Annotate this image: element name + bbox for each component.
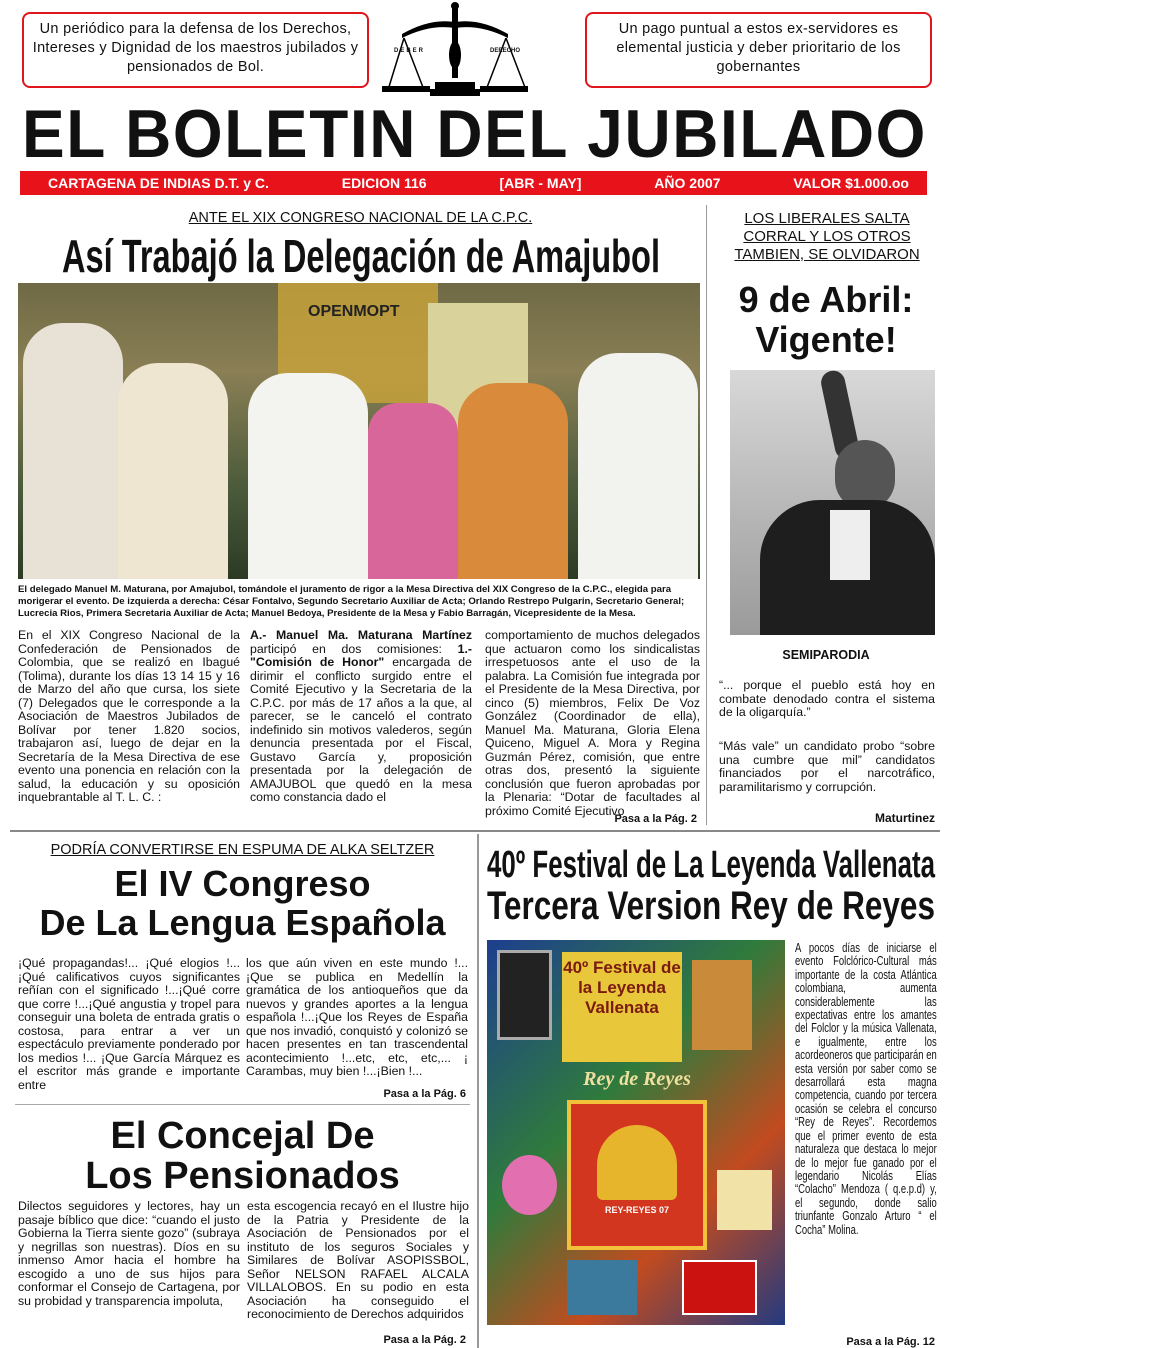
bottom-column-divider	[477, 834, 479, 1348]
edition-period: [ABR - MAY]	[499, 175, 582, 191]
festival-headline-1-wrap	[487, 842, 935, 886]
congreso-continued-link[interactable]: Pasa a la Pág. 6	[383, 1088, 466, 1100]
festival-poster	[487, 940, 785, 1325]
edition-number: EDICION 116	[341, 175, 427, 191]
sidebar-headline-2: Vigente!	[755, 319, 897, 360]
festival-headline-1: 40º Festival de La Leyenda Vallenata	[487, 842, 935, 886]
edition-city: CARTAGENA DE INDIAS D.T. y C.	[48, 175, 269, 191]
lead-headline: Así Trabajó la Delegación de Amajubol	[62, 231, 660, 283]
poster-title: 40º Festival de la Leyenda Vallenata	[562, 952, 682, 1062]
sidebar-headline-1: 9 de Abril:	[738, 279, 914, 320]
congreso-headline-1: El IV Congreso	[114, 863, 371, 904]
sidebar-quote-1: “... porque el pueblo está hoy en combate denodado contra el sistema de la oligarquía.”	[719, 678, 935, 719]
concejal-col-1: Dilectos seguidores y lectores, hay un pasaje bíblico que dice: “cuando el justo Gobierna la Tierra siente gozo” (subraya y negrillas son nuestras). Díos en su inmenso Amor hacia el hombre ha escogido a uno de sus hijos para conformar el Consejo de Cartagena, por su probidad y transparencia impoluta,	[18, 1199, 240, 1308]
concejal-continued-link[interactable]: Pasa a la Pág. 2	[383, 1334, 466, 1346]
logo-label-derecho: DERECHO	[490, 48, 521, 54]
lead-col-3: comportamiento de muchos delegados que actuaron como los sindicalistas irrespetuosos ante el uso de la palabra. La Comisión fue integrada por el Presidente de la Mesa Directiva, por cinco (5) miembros, Felix De Voz González (Coordinador de ella), Manuel Ma. Maturana, Gloria Elena Quiceno, Miguel A. Mora y Regina Guzmán Pérez, comisión, que entre otras dos, presentó la siguiente conclusión que fueron aprobadas por la Plenaria: “Dotar de facultades al próximo Comité Ejecutivo	[485, 628, 700, 818]
newspaper-title: EL BOLETIN DEL JUBILADO	[22, 95, 927, 172]
gaitan-photo	[730, 370, 935, 635]
edition-bar	[20, 171, 927, 195]
congreso-headline-2: De La Lengua Española	[39, 902, 446, 943]
lead-continued-link[interactable]: Pasa a la Pág. 2	[614, 813, 697, 825]
lead-col2-commission: 1.- "Comisión de Honor"	[250, 641, 472, 669]
sidebar-kicker: LOS LIBERALES SALTA CORRAL Y LOS OTROS TAMBIEN, SE OLVIDARON	[734, 210, 920, 263]
lead-col2-lead: A.- Manuel Ma. Maturana Martínez	[250, 628, 472, 642]
lead-headline-wrap	[62, 231, 660, 283]
logo-label-deber: DEBER	[394, 48, 426, 54]
congreso-col-1: ¡Qué propagandas!... ¡Qué elogios !...¡Qué calificativos cuyos significantes reñían con el significado !...¡Qué corre que corre !...¡Qué angustia y tropel para conseguir una boleta de entrada gratis o costosa, para entrar a ver un espectáculo previamente ponderado por los medios !... ¡Que García Márquez es el escritor más grande e importante entre	[18, 956, 240, 1092]
concejal-headline-2: Los Pensionados	[85, 1155, 400, 1197]
congreso-col-2: los que aún viven en este mundo !...¡Que se publica en Medellín la gramática de los antioqueños que da nuevos y grandes aportes a la lengua española !...¡Que los Reyes de España que nos invadió, conquistó y colonizó se hacen presentes en tan trascendental acontecimiento !...etc, etc, etc,... ¡ Carambas, muy bien !...¡Bien !...	[246, 956, 468, 1078]
festival-body-wrap	[795, 942, 937, 1327]
lead-col2-text-c: encargada de dirimir el conflicto surgido entre el Comité Ejecutivo y la Secretaria de la C.P.C. por más de 17 años a la que, al parecer, se le canceló el contrato indefinido sin motivos valederos, según denuncia presentada por el Fiscal, Gustavo García y, proposición presentada por la delegación de AMAJUBOL que quedó en la mesa como constancia dado el	[250, 655, 472, 804]
concejal-col-2: esta escogencia recayó en el Ilustre hijo de la Patria y Presidente de la Asociación de Pensionados por el instituto de los seguros Sociales y Similares de Bolívar ASOPISSBOL, Señor NELSON RAFAEL ALCALA VILLALOBOS. En su podio en esta Asociación ha conseguido el reconocimiento de Derechos adquiridos	[247, 1199, 469, 1321]
photo-banner-text: OPENMOPT	[308, 303, 400, 320]
sidebar-divider	[706, 205, 707, 825]
left-tagline: Un periódico para la defensa de los Derechos, Intereses y Dignidad de los maestros jubilados y pensionados de Bol.	[32, 21, 359, 75]
lead-kicker: ANTE EL XIX CONGRESO NACIONAL DE LA C.P.C.	[188, 210, 533, 226]
concejal-headline-1: El Concejal De	[110, 1115, 375, 1157]
poster-banner: Rey de Reyes	[583, 1068, 691, 1090]
scales-of-justice-logo	[380, 0, 530, 96]
sidebar-quote-2: “Más vale” un candidato probo “sobre una cumbre que mil” candidatos financiados por el narcotráfico, paramilitarismo y corrupción.	[719, 739, 935, 794]
festival-body: A pocos días de iniciarse el evento Folclórico-Cultural más importante de la costa Atlántica colombiana, aumenta considerablemente las expectativas entre los amantes del Folclor y la música Vallenata, e igualmente, entre los acordeoneros que participarán en esta versión por saber como se desarrollará esta magna competencia, cuando por tercera ocasión se celebra el concurso “Rey de Reyes”. Recordemos que el primer evento de esta naturaleza que destaca lo mejor de lo mejor fue ganado por el legendario Nicolás Elías “Colacho” Mendoza ( q.e.p.d) y, el segundo, donde salio triunfante Gonzalo Arturo “ el Cocha” Molina.	[795, 941, 937, 1237]
lead-col2-text-a: participó en dos comisiones:	[250, 641, 458, 656]
lead-photo-caption: El delegado Manuel M. Maturana, por Amajubol, tomándole el juramento de rigor a la Mesa Directiva del XIX Congreso de la C.P.C., elegida para morigerar el evento. De izquierda a derecha: César Fontalvo, Segundo Secretario Auxiliar de Acta; Orlando Restrepo Pulgarin, Secretario General; Lucrecia Rios, Primera Secretaria Auxiliar de Acta; Manuel Bedoya, Presidente de la Mesa y Fabio Barragán, Vicepresidente de la Mesa.	[18, 584, 685, 619]
left-tagline-box	[22, 12, 369, 88]
poster-crown-label: REY-REYES 07	[604, 1205, 670, 1215]
festival-headline-2: Tercera Version Rey de Reyes	[487, 882, 935, 928]
sidebar-byline: Maturtinez	[875, 811, 935, 825]
lead-photo	[18, 283, 700, 579]
lead-col-2	[250, 629, 472, 806]
festival-headline-2-wrap	[487, 882, 935, 928]
right-tagline-box	[585, 12, 932, 88]
lead-col-1: En el XIX Congreso Nacional de la Confederación de Pensionados de Colombia, que se realizó en Ibagué (Tolima), durante los días 13 14 15 y 16 de Marzo del año que cursa, los siete (7) Delegados que le corresponde a la Asociación de Maestros Jubilados de Bolívar por tener 1.820 socios, trabajaron así, luego de dejar en la Secretaría de la Mesa Directiva de ese evento una ponencia en relación con la salud, la educación y su oposición inquebrantable al T. L. C. :	[18, 628, 240, 804]
right-tagline: Un pago puntual a estos ex-servidores es elemental justicia y deber prioritario de los gobernantes	[616, 21, 901, 75]
festival-continued-link[interactable]: Pasa a la Pág. 12	[846, 1336, 935, 1348]
congreso-kicker: PODRÍA CONVERTIRSE EN ESPUMA DE ALKA SELTZER	[50, 842, 435, 858]
section-divider	[10, 830, 940, 832]
semiparodia-label: SEMIPARODIA	[782, 648, 870, 662]
newspaper-title-wrap	[22, 95, 927, 172]
congreso-divider	[15, 1104, 470, 1105]
edition-price: VALOR $1.000.oo	[793, 175, 909, 191]
edition-year: AÑO 2007	[654, 175, 721, 191]
